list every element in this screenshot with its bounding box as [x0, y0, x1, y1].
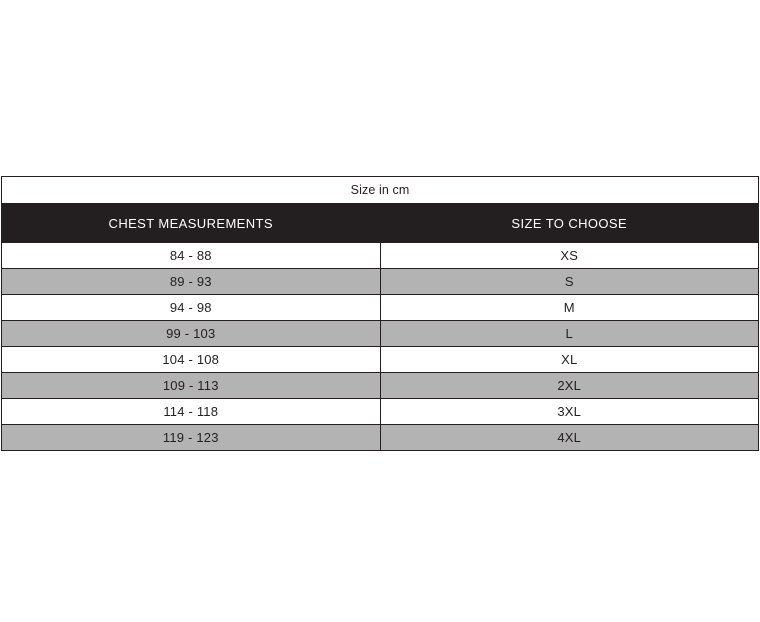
- cell-size: 4XL: [380, 425, 759, 451]
- table-row: [2, 243, 759, 269]
- cell-size: M: [380, 295, 759, 321]
- table-row: [2, 347, 759, 373]
- table-row: [2, 321, 759, 347]
- cell-size: L: [380, 321, 759, 347]
- table-row: [2, 269, 759, 295]
- cell-size: 2XL: [380, 373, 759, 399]
- cell-chest: 84 - 88: [2, 243, 381, 269]
- cell-chest: 94 - 98: [2, 295, 381, 321]
- cell-chest: 104 - 108: [2, 347, 381, 373]
- table-row: [2, 373, 759, 399]
- table-row: [2, 399, 759, 425]
- column-header-size: SIZE TO CHOOSE: [380, 204, 759, 243]
- cell-size: XS: [380, 243, 759, 269]
- cell-size: S: [380, 269, 759, 295]
- cell-size: 3XL: [380, 399, 759, 425]
- size-chart: [0, 176, 760, 451]
- table-row: [2, 295, 759, 321]
- cell-chest: 109 - 113: [2, 373, 381, 399]
- table-caption: Size in cm: [2, 177, 759, 204]
- table-caption-row: [2, 177, 759, 204]
- table-row: [2, 425, 759, 451]
- column-header-chest: CHEST MEASUREMENTS: [2, 204, 381, 243]
- table-header-row: [2, 204, 759, 243]
- cell-chest: 89 - 93: [2, 269, 381, 295]
- cell-chest: 99 - 103: [2, 321, 381, 347]
- size-table: [1, 176, 759, 451]
- cell-chest: 114 - 118: [2, 399, 381, 425]
- cell-size: XL: [380, 347, 759, 373]
- cell-chest: 119 - 123: [2, 425, 381, 451]
